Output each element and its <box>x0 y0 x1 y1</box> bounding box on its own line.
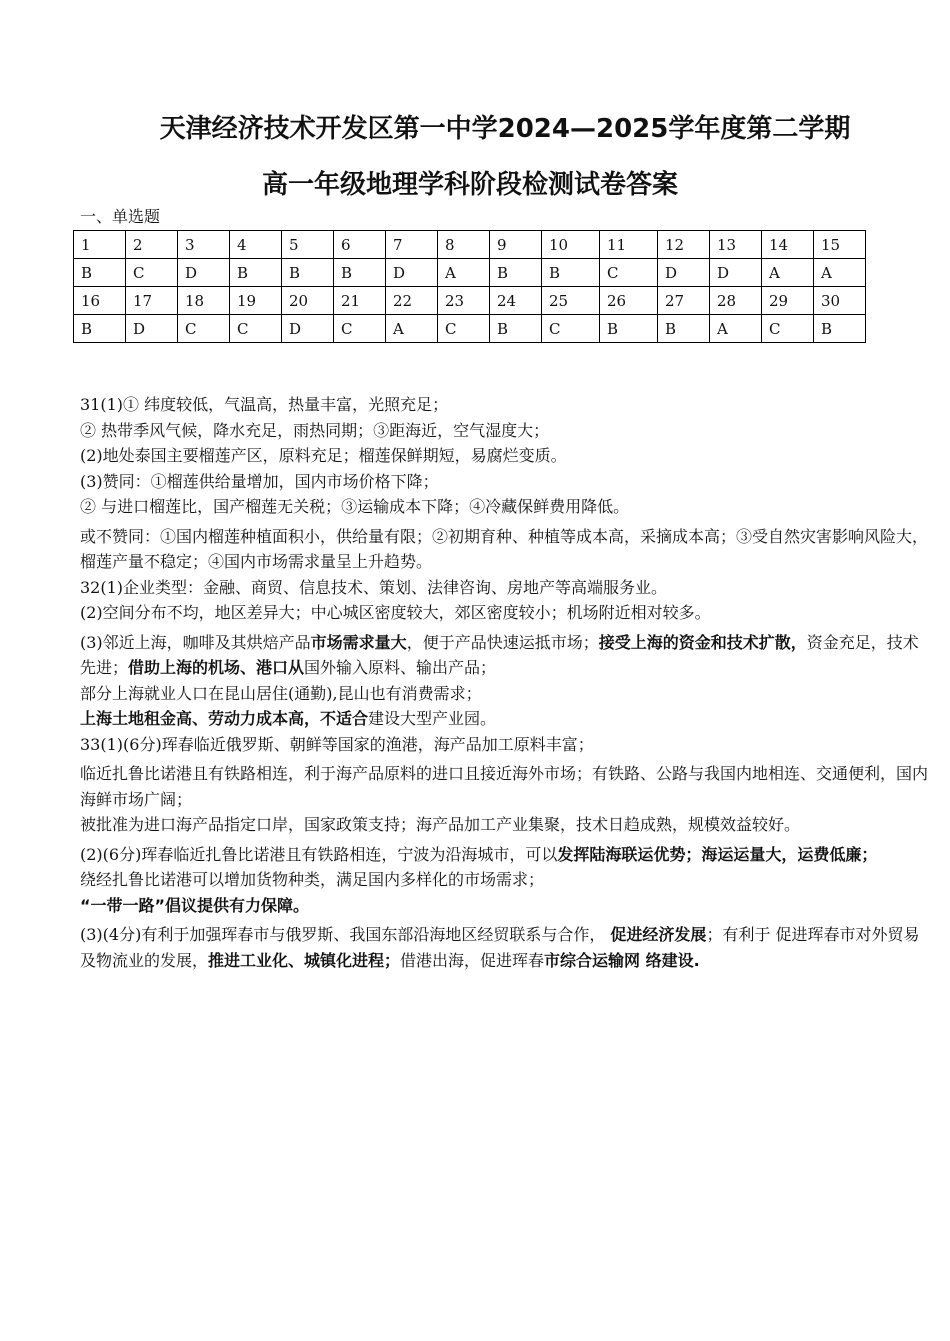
answer-paragraph <box>80 922 932 973</box>
title-line-2: 高一年级地理学科阶段检测试卷答案 <box>261 170 678 200</box>
answer-paragraph <box>80 418 932 444</box>
question-number-cell: 13 <box>710 231 762 259</box>
answer-cell: B <box>542 259 600 287</box>
answer-text: 32(1)企业类型：金融、商贸、信息技术、策划、法律咨询、房地产等高端服务业。 <box>80 577 668 597</box>
answer-cell: B <box>74 315 126 343</box>
question-number-cell: 17 <box>126 287 178 315</box>
answer-paragraph <box>80 524 932 575</box>
question-number-cell: 26 <box>600 287 658 315</box>
answer-cell: D <box>126 315 178 343</box>
answer-paragraph <box>80 842 932 868</box>
answer-row <box>74 315 866 343</box>
answer-cell: D <box>658 259 710 287</box>
answer-paragraph <box>80 600 932 626</box>
answer-table <box>73 230 866 343</box>
question-number-cell: 7 <box>386 231 438 259</box>
answer-paragraph <box>80 494 932 520</box>
answer-cell: D <box>710 259 762 287</box>
answer-cell: B <box>334 259 386 287</box>
key-point-text: 市场需求量大 <box>310 632 407 652</box>
key-point-text: 推进工业化、城镇化进程； <box>208 950 401 970</box>
title-line-1: 天津经济技术开发区第一中学2024—2025学年度第二学期 <box>159 114 851 144</box>
answer-text: ② 热带季风气候，降水充足，雨热同期；③距海近，空气湿度大； <box>80 420 550 440</box>
answer-text: (2)地处泰国主要榴莲产区，原料充足；榴莲保鲜期短，易腐烂变质。 <box>80 446 567 465</box>
answer-row <box>74 259 866 287</box>
answer-cell: D <box>178 259 230 287</box>
answer-paragraph <box>80 630 932 681</box>
answer-text: ② 与进口榴莲比，国产榴莲无关税；③运输成本下降；④冷藏保鲜费用降低。 <box>80 497 630 516</box>
answer-cell: B <box>658 315 710 343</box>
question-number-cell: 15 <box>814 231 866 259</box>
question-number-cell: 4 <box>230 231 282 259</box>
question-number-cell: 14 <box>762 231 814 259</box>
question-number-cell: 21 <box>334 287 386 315</box>
answer-cell: A <box>438 259 490 287</box>
question-number-cell: 5 <box>282 231 334 259</box>
question-number-cell: 9 <box>490 231 542 259</box>
answer-cell: A <box>762 259 814 287</box>
key-point-text: 市综合运输网 络建设. <box>544 950 700 970</box>
question-number-cell: 3 <box>178 231 230 259</box>
key-point-text: 接受上海的资金和技术扩散， <box>598 632 807 652</box>
answer-cell: C <box>542 315 600 343</box>
answer-paragraph <box>80 575 932 601</box>
answer-paragraph <box>80 469 932 495</box>
question-number-cell: 25 <box>542 287 600 315</box>
answer-text: (3)赞同：①榴莲供给量增加，国内市场价格下降； <box>80 471 439 491</box>
question-number-cell: 23 <box>438 287 490 315</box>
answer-cell: D <box>386 259 438 287</box>
answer-cell: C <box>126 259 178 287</box>
answer-cell: B <box>230 259 282 287</box>
answer-paragraph <box>80 706 932 732</box>
question-number-cell: 2 <box>126 231 178 259</box>
question-number-cell: 10 <box>542 231 600 259</box>
answer-text: (3)(4分)有利于加强珲春市与俄罗斯、我国东部沿海地区经贸联系与合作， <box>80 925 611 944</box>
answer-cell: B <box>600 315 658 343</box>
answer-cell: A <box>814 259 866 287</box>
key-point-text: 上海土地租金高、劳动力成本高，不适合 <box>80 709 369 728</box>
answer-text: 31(1)① 纬度较低，气温高，热量丰富，光照充足； <box>80 395 449 414</box>
answer-cell: B <box>814 315 866 343</box>
answer-cell: A <box>386 315 438 343</box>
question-number-cell: 11 <box>600 231 658 259</box>
answer-text: 33(1)(6分)珲春临近俄罗斯、朝鲜等国家的渔港，海产品加工原料丰富； <box>80 734 594 754</box>
answer-cell: C <box>600 259 658 287</box>
answer-paragraph <box>80 443 932 469</box>
answer-cell: C <box>334 315 386 343</box>
question-number-cell: 8 <box>438 231 490 259</box>
answer-text: (3)邻近上海，咖啡及其烘焙产品 <box>80 632 311 652</box>
question-number-cell: 24 <box>490 287 542 315</box>
question-number-cell: 28 <box>710 287 762 315</box>
question-number-cell: 30 <box>814 287 866 315</box>
answer-text: 被批准为进口海产品指定口岸，国家政策支持；海产品加工产业集聚，技术日趋成熟，规模效益较好。 <box>80 815 801 834</box>
answer-text: 借港出海，促进珲春 <box>400 950 545 970</box>
question-number-cell: 29 <box>762 287 814 315</box>
answer-cell: B <box>490 259 542 287</box>
question-number-cell: 1 <box>74 231 126 259</box>
answer-text: 建设大型产业园。 <box>368 709 497 728</box>
question-number-cell: 16 <box>74 287 126 315</box>
answer-text: 资金充足，技术先进； <box>80 632 919 677</box>
answer-cell: A <box>710 315 762 343</box>
section-heading: 一、单选题 <box>80 207 161 226</box>
key-point-text: 发挥陆海联运优势；海运运量大，运费低廉； <box>557 844 878 864</box>
answer-paragraph <box>80 392 932 418</box>
question-number-cell: 22 <box>386 287 438 315</box>
question-number-row <box>74 231 866 259</box>
answer-text: 国外输入原料、输出产品； <box>304 658 497 677</box>
key-point-text: 借助上海的机场、港口从 <box>128 658 305 677</box>
answer-cell: C <box>178 315 230 343</box>
answer-text: 部分上海就业人口在昆山居住(通勤),昆山也有消费需求； <box>80 683 482 703</box>
question-number-cell: 18 <box>178 287 230 315</box>
answer-cell: B <box>74 259 126 287</box>
question-number-cell: 20 <box>282 287 334 315</box>
answer-paragraph <box>80 681 932 707</box>
answer-text: 临近扎鲁比诺港且有铁路相连，利于海产品原料的进口且接近海外市场；有铁路、公路与我国内地相连、交通便利，国内海鲜市场广阔； <box>80 764 929 809</box>
question-number-cell: 27 <box>658 287 710 315</box>
answer-text: (2)(6分)珲春临近扎鲁比诺港且有铁路相连，宁波为沿海城市，可以 <box>80 844 558 864</box>
answer-cell: D <box>282 315 334 343</box>
question-number-row <box>74 287 866 315</box>
answer-paragraph <box>80 867 932 893</box>
answer-paragraph <box>80 761 932 812</box>
answer-paragraph <box>80 893 932 919</box>
answer-text: 绕经扎鲁比诺港可以增加货物种类，满足国内多样化的市场需求； <box>80 870 545 889</box>
answer-text: 或不赞同：①国内榴莲种植面积小，供给量有限；②初期育种、种植等成本高，采摘成本高；③受自然灾害影响风险大，榴莲产量不稳定；④国内市场需求量呈上升趋势。 <box>80 526 929 571</box>
answer-text: ，便于产品快速运抵市场； <box>406 632 599 652</box>
question-number-cell: 12 <box>658 231 710 259</box>
answer-paragraph <box>80 732 932 758</box>
answer-paragraph <box>80 812 932 838</box>
key-point-text: 促进经济发展 <box>610 925 707 944</box>
answer-cell: C <box>762 315 814 343</box>
answer-cell: B <box>282 259 334 287</box>
answer-cell: C <box>438 315 490 343</box>
answer-body <box>80 392 932 973</box>
answer-cell: B <box>490 315 542 343</box>
answer-text: (2)空间分布不均，地区差异大；中心城区密度较大，郊区密度较小；机场附近相对较多。 <box>80 603 711 622</box>
question-number-cell: 19 <box>230 287 282 315</box>
question-number-cell: 6 <box>334 231 386 259</box>
answer-cell: C <box>230 315 282 343</box>
key-point-text: “一带一路”倡议提供有力保障。 <box>80 895 310 915</box>
answer-text: ；有利于 促进珲春市对外贸易及物流业的发展， <box>80 925 920 970</box>
